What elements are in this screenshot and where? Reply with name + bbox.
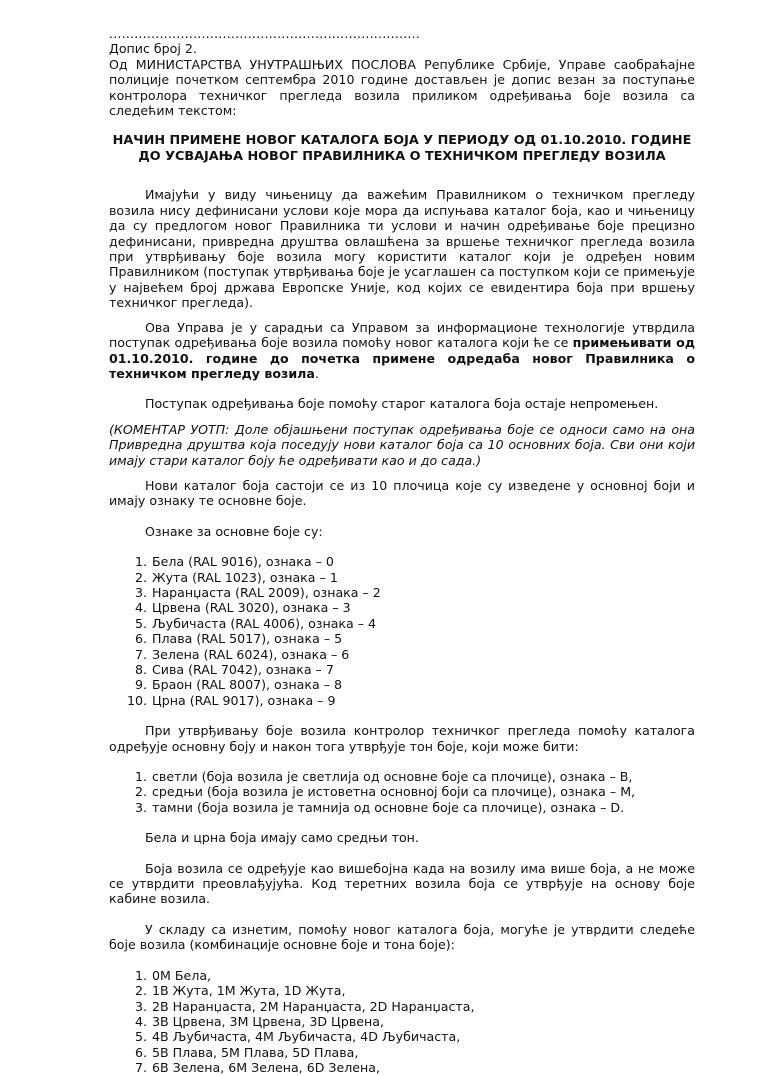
list-number: 6. [134,1044,147,1060]
list-text: Сива (RAL 7042), ознака – 7 [152,662,334,677]
list-item [109,1029,695,1044]
list-item [109,662,695,677]
document-heading [109,133,695,165]
dotted-separator: .......................................................................... [109,26,421,41]
paragraph-2-text: Ова Управа је у сарадњи са Управом за информационе технологије утврдила поступак одређивања боје возила помоћу новог каталога који ће се [109,319,695,351]
paragraph-6: При утврђивању боје возила контролор техничког прегледа помоћу каталога одређује основну боју и након тога утврђује тон боје, који може бити: [109,723,695,754]
list-text: 2B Наранџаста, 2M Наранџаста, 2D Наранџаста, [152,998,475,1014]
paragraph-4: Нови каталог боја састоји се из 10 плочица које су изведене у основној боји и имају ознаку те основне боје. [109,477,695,509]
list-number: 3. [134,998,147,1014]
list-text: 0M Бела, [152,967,212,983]
list-item [109,983,695,998]
list-item [109,769,695,784]
list-number: 8. [134,662,147,677]
paragraph-2-end: . [314,365,319,381]
list-text: Жута (RAL 1023), ознака – 1 [152,569,338,585]
tones-list [109,769,695,815]
list-number: 3. [134,799,147,815]
list-number: 7. [134,1060,147,1076]
list-item [109,631,695,646]
color-combinations-list [109,968,695,1076]
list-item [109,677,695,692]
list-number: 2. [134,983,147,999]
paragraph-8: Боја возила се одређује као вишебојна када на возилу има више боја, а не може се утврдити преовлађујућа. Код теретних возила боја се утврђује на основу боје кабине возила. [109,860,695,907]
list-item [109,616,695,631]
list-text: Наранџаста (RAL 2009), ознака – 2 [152,584,381,600]
heading-line-1: НАЧИН ПРИМЕНЕ НОВОГ КАТАЛОГА БОЈА У ПЕРИОДУ ОД 01.10.2010. ГОДИНЕ [112,133,692,149]
list-text: тамни (боја возила је тамнија од основне боје са плочице), ознака – D. [152,799,625,815]
list-item [109,585,695,600]
list-text: Црвена (RAL 3020), ознака – 3 [152,600,351,616]
list-text: Браон (RAL 8007), ознака – 8 [152,677,343,693]
list-item [109,1045,695,1060]
list-item [109,1060,695,1075]
letter-number: Допис број 2. [109,41,197,57]
list-number: 2. [134,569,147,585]
list-number: 1. [134,554,147,570]
list-item [109,554,695,569]
list-item [109,693,695,708]
list-item [109,800,695,815]
list-number: 6. [134,631,147,647]
list-number: 10. [126,692,147,708]
list-number: 1. [134,769,147,785]
list-item [109,1014,695,1029]
list-item [109,647,695,662]
list-number: 5. [134,615,147,631]
list-text: светли (боја возила је светлија од основне боје са плочице), ознака – B, [152,769,633,785]
list-text: Љубичаста (RAL 4006), ознака – 4 [152,615,377,631]
paragraph-7: Бела и црна боја имају само средњи тон. [145,830,419,846]
list-item [109,999,695,1014]
list-text: 6B Зелена, 6M Зелена, 6D Зелена, [152,1060,380,1076]
letter-intro: Од МИНИСТАРСТВА УНУТРАШЊИХ ПОСЛОВА Републике Србије, Управе саобраћајне полиције почетком септембра 2010 године достављен је допис везан за поступање контролора техничког прегледа возила приликом одређивања боје возила са следећим текстом: [109,56,695,119]
heading-line-2: ДО УСВАЈАЊА НОВОГ ПРАВИЛНИКА О ТЕХНИЧКОМ ПРЕГЛЕДУ ВОЗИЛА [138,149,666,165]
list-item [109,784,695,799]
list-number: 7. [134,646,147,662]
paragraph-1: Имајући у виду чињеницу да важећим Правилником о техничком прегледу возила нису дефинисани услови које мора да испуњава каталог боја, као и чињеницу да су предлогом новог Правилника ти услови и начин одређивање боје прецизно дефинисани, привредна друштва овлашћена за вршење техничког прегледа возила при утврђивању боје возила могу користити каталог који је одређен новим Правилником (поступак утврђивања боје је усаглашен са поступком који се примењује у највећем број држава Европске Уније, код којих се евидентира боја при вршењу техничког прегледа). [109,187,695,311]
list-text: 4B Љубичаста, 4M Љубичаста, 4D Љубичаста, [152,1029,461,1045]
list-text: Плава (RAL 5017), ознака – 5 [152,631,343,647]
list-text: средњи (боја возила је истоветна основној боји са плочице), ознака – M, [152,784,636,800]
list-number: 4. [134,600,147,616]
list-text: 1B Жута, 1M Жута, 1D Жута, [152,983,346,999]
list-text: Зелена (RAL 6024), ознака – 6 [152,646,350,662]
list-number: 3. [134,584,147,600]
paragraph-2-bold: примењивати од 01.10.2010. године до почетка примене одредаба новог Правилника о техничком прегледу возила [109,335,695,381]
list-item [109,968,695,983]
list-item [109,570,695,585]
list-text: Бела (RAL 9016), ознака – 0 [152,554,334,570]
document-body [109,26,695,1076]
paragraph-2 [109,320,695,382]
list-number: 5. [134,1029,147,1045]
list-number: 1. [134,967,147,983]
paragraph-9: У складу са изнетим, помоћу новог каталога боја, могуће је утврдити следеће боје возила (комбинације основне боје и тона боје): [109,921,695,953]
paragraph-3: Поступак одређивања боје помоћу старог каталога боја остаје непромењен. [145,396,659,412]
list-text: 3B Црвена, 3M Црвена, 3D Црвена, [152,1013,384,1029]
base-colors-list [109,554,695,708]
paragraph-5: Ознаке за основне боје су: [145,523,323,539]
list-number: 2. [134,784,147,800]
list-text: 5B Плава, 5M Плава, 5D Плава, [152,1044,359,1060]
comment-note: (КОМЕНТАР УОТП: Доле објашњени поступак одређивања боје се односи само на она Привредна друштва која поседују нови каталог боја са 10 основних боја. Сви они који имају стари каталог боју ће одређивати као и до сада.) [109,421,695,468]
list-item [109,600,695,615]
list-number: 9. [134,677,147,693]
list-number: 4. [134,1013,147,1029]
list-text: Црна (RAL 9017), ознака – 9 [152,692,336,708]
